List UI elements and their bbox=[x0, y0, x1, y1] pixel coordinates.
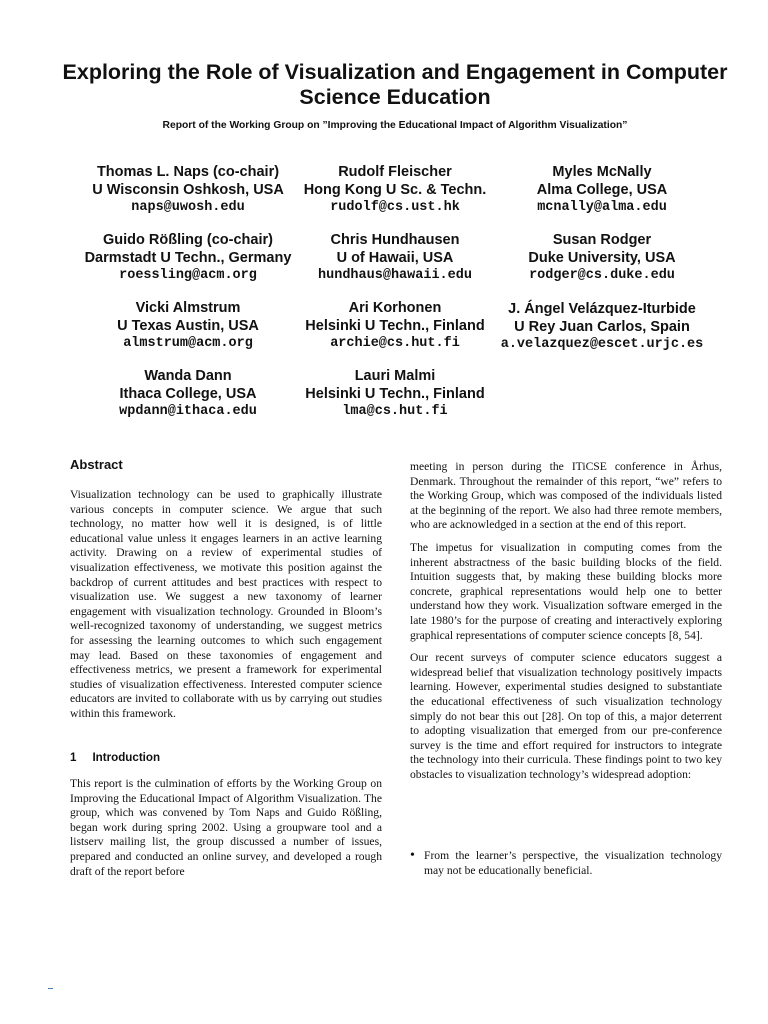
introduction-paragraph: This report is the culmination of efforts by the Working Group on Improving the Educational Impact of Algorithm Visualization. The group, which was convened by Tom Naps and Guido Rößling, began work during spring 2002. Using a groupware tool and a listserv mailing list, the group discussed a number of issues, prepared and conducted an online survey, and developed a rough draft of the report before bbox=[70, 777, 382, 878]
author-email: rodger@cs.duke.edu bbox=[529, 268, 675, 283]
author-rodger bbox=[472, 232, 732, 285]
body-paragraph: The impetus for visualization in computing comes from the inherent abstractness of the basic building blocks of the field. Intuition suggests that, by making these building blocks more concrete, graphical representations would help one to better understand how they work. Visualization software emerged in the late 1980’s for the purpose of creating and interactively exploring graphical representations of computer science concepts [8, 54]. bbox=[410, 540, 722, 642]
author-affiliation: Duke University, USA bbox=[528, 249, 676, 266]
author-email: mcnally@alma.edu bbox=[537, 200, 667, 215]
bullet-item bbox=[410, 849, 722, 878]
author-mcnally bbox=[472, 164, 732, 217]
bullet-text: From the learner’s perspective, the visualization technology may not be educationally beneficial. bbox=[424, 849, 722, 877]
margin-mark bbox=[48, 988, 53, 989]
author-velazquez bbox=[472, 301, 732, 354]
abstract-paragraph: Visualization technology can be used to graphically illustrate various concepts in computer science. We argue that such technology, no matter how well it is designed, is of little educational value unless it engages learners in an active learning activity. Drawing on a review of experimental studies of visualization effectiveness, we motivate this position against the backdrop of current attitudes and best practices with respect to visualization use. We suggest a new taxonomy of learner engagement with visualization technology. Grounded in Bloom’s well-recognized taxonomy of understanding, we suggest metrics for assessing the learning outcomes to which such engagement may lead. Based on these taxonomies of engagement and effectiveness metrics, we present a framework for experimental studies of visualization effectiveness. Interested computer science educators are invited to collaborate with us by carrying out studies within this framework. bbox=[70, 488, 382, 720]
author-name: J. Ángel Velázquez-Iturbide bbox=[508, 301, 696, 317]
author-name: Ari Korhonen bbox=[348, 300, 442, 316]
author-malmi bbox=[265, 368, 525, 421]
author-affiliation: Ithaca College, USA bbox=[119, 385, 257, 402]
section-number: 1 bbox=[70, 751, 77, 764]
author-affiliation: Darmstadt U Techn., Germany bbox=[84, 249, 292, 266]
author-name: Lauri Malmi bbox=[354, 368, 436, 384]
author-affiliation: Alma College, USA bbox=[536, 181, 668, 198]
author-email: almstrum@acm.org bbox=[123, 336, 253, 351]
introduction-heading bbox=[70, 751, 160, 764]
body-paragraph: Our recent surveys of computer science educators suggest a widespread belief that visualization technology positively impacts learning. However, experimental studies designed to substantiate the educational effectiveness of such visualization technology simply do not bear this out [28]. On top of this, a major deterrent to adopting visualization that emerged from our pre-conference survey is the time and effort required for instructors to integrate the technology into their curricula. These findings point to two key obstacles to visualization technology’s widespread adoption: bbox=[410, 651, 722, 781]
author-affiliation: Helsinki U Techn., Finland bbox=[305, 385, 485, 402]
section-title: Introduction bbox=[92, 751, 161, 764]
paper-subtitle: Report of the Working Group on ”Improving the Educational Impact of Algorithm Visualization” bbox=[162, 120, 628, 131]
abstract-heading: Abstract bbox=[70, 457, 123, 472]
author-email: roessling@acm.org bbox=[119, 268, 257, 283]
author-affiliation: U of Hawaii, USA bbox=[336, 249, 454, 266]
author-affiliation: U Rey Juan Carlos, Spain bbox=[514, 318, 690, 335]
author-email: wpdann@ithaca.edu bbox=[119, 404, 257, 419]
author-email: hundhaus@hawaii.edu bbox=[318, 268, 472, 283]
paper-title: Exploring the Role of Visualization and Engagement in Computer Science Education bbox=[62, 60, 728, 109]
author-name: Chris Hundhausen bbox=[330, 232, 460, 248]
author-affiliation: U Texas Austin, USA bbox=[117, 317, 259, 334]
right-column-body bbox=[410, 460, 722, 790]
author-email: lma@cs.hut.fi bbox=[342, 404, 448, 419]
author-email: rudolf@cs.ust.hk bbox=[330, 200, 460, 215]
body-paragraph: meeting in person during the ITiCSE conference in Århus, Denmark. Throughout the remainder of this report, “we” refers to the Working Group, which was composed of the individuals listed at the beginning of the report. We also had three remote members, who are acknowledged in a section at the end of this report. bbox=[410, 460, 722, 532]
author-name: Myles McNally bbox=[552, 164, 652, 180]
author-name: Rudolf Fleischer bbox=[338, 164, 452, 180]
author-email: archie@cs.hut.fi bbox=[330, 336, 460, 351]
author-email: naps@uwosh.edu bbox=[131, 200, 245, 215]
author-affiliation: U Wisconsin Oshkosh, USA bbox=[92, 181, 284, 198]
author-name: Thomas L. Naps (co-chair) bbox=[96, 164, 280, 180]
author-affiliation: Helsinki U Techn., Finland bbox=[305, 317, 485, 334]
abstract-body bbox=[70, 488, 382, 730]
author-name: Wanda Dann bbox=[144, 368, 232, 384]
author-name: Vicki Almstrum bbox=[135, 300, 241, 316]
author-email: a.velazquez@escet.urjc.es bbox=[500, 337, 704, 352]
introduction-body bbox=[70, 777, 382, 887]
bullet-icon: • bbox=[410, 848, 415, 863]
author-name: Guido Rößling (co-chair) bbox=[103, 232, 273, 248]
author-affiliation: Hong Kong U Sc. & Techn. bbox=[303, 181, 487, 198]
author-name: Susan Rodger bbox=[552, 232, 652, 248]
